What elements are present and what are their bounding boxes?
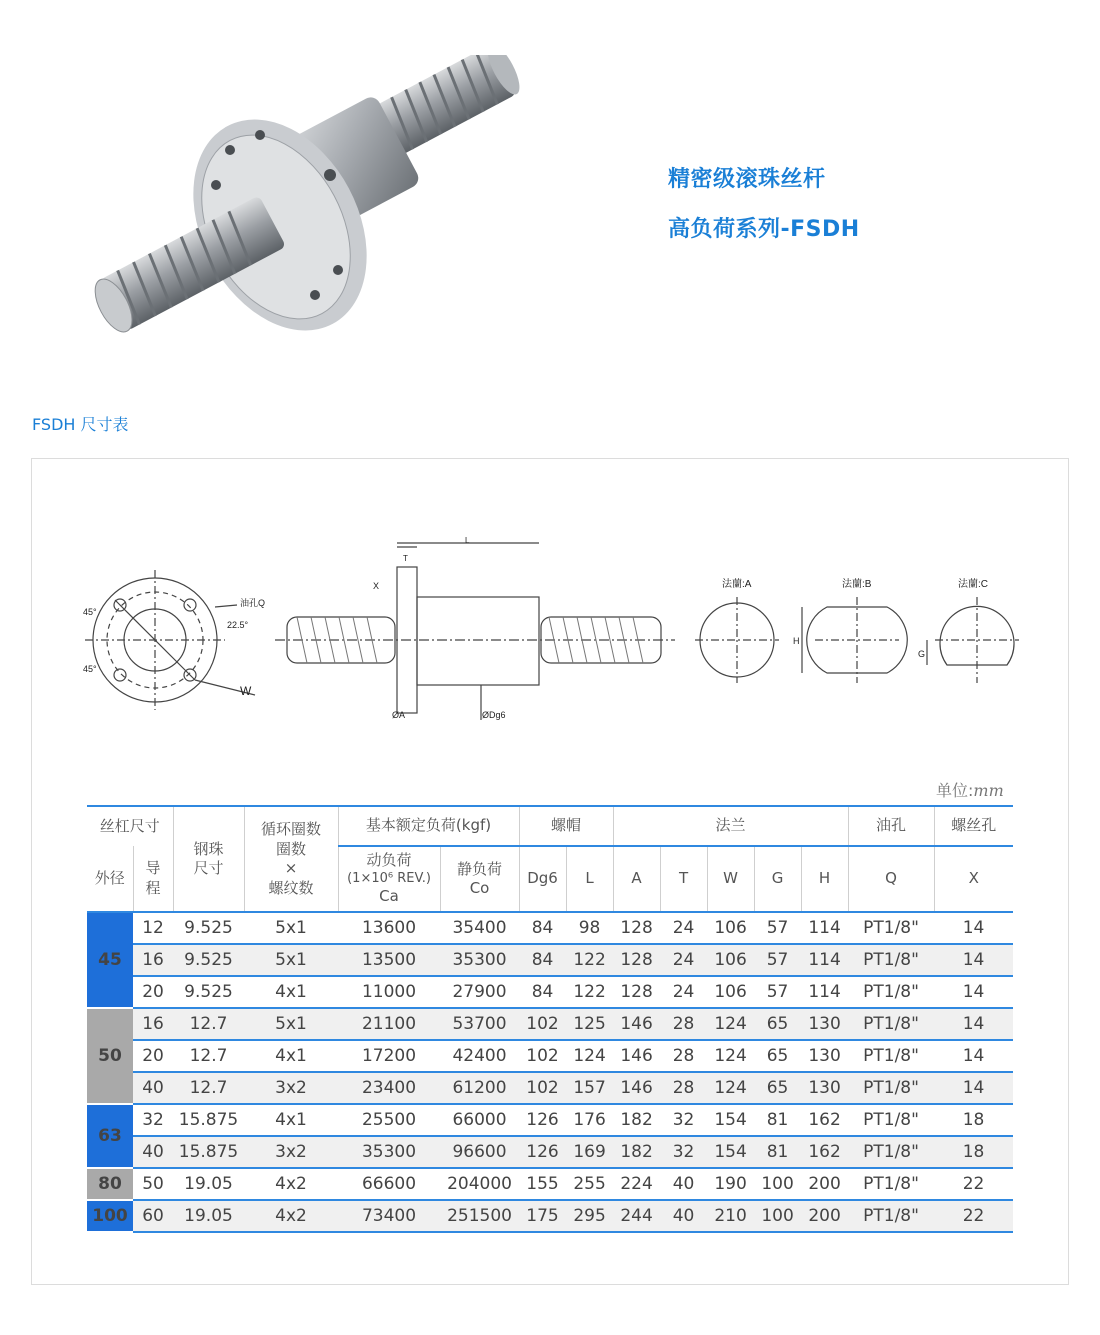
table-cell: 20 xyxy=(133,1040,173,1072)
dimension-table xyxy=(87,805,1013,1233)
table-cell: 14 xyxy=(934,1040,1013,1072)
ball-screw-photo xyxy=(80,55,530,345)
table-cell: 24 xyxy=(660,944,707,976)
table-cell: 12.7 xyxy=(173,1008,244,1040)
outer-diameter-group: 45 xyxy=(87,912,133,1008)
drawing-flange-a: 法蘭:A xyxy=(722,579,752,590)
table-cell: 20 xyxy=(133,976,173,1008)
table-cell: 18 xyxy=(934,1136,1013,1168)
table-cell: 122 xyxy=(566,976,613,1008)
table-cell: 84 xyxy=(519,976,566,1008)
drawing-t-label: T xyxy=(403,554,408,563)
table-cell: 130 xyxy=(801,1072,848,1104)
table-cell: 50 xyxy=(133,1168,173,1200)
table-cell: PT1/8" xyxy=(848,976,934,1008)
table-cell: 3x2 xyxy=(244,1136,338,1168)
table-cell: PT1/8" xyxy=(848,912,934,944)
table-cell: 200 xyxy=(801,1168,848,1200)
table-cell: 114 xyxy=(801,944,848,976)
drawing-flange-b: 法蘭:B xyxy=(842,579,872,590)
table-cell: 42400 xyxy=(440,1040,519,1072)
drawing-angle-bottom: 45° xyxy=(83,664,97,674)
header-circuits-line2: 圈数 xyxy=(276,839,307,858)
table-cell: 40 xyxy=(133,1136,173,1168)
table-cell: 40 xyxy=(660,1168,707,1200)
table-cell: 24 xyxy=(660,912,707,944)
table-row xyxy=(87,1104,1013,1136)
drawing-a-label: ØA xyxy=(392,710,406,720)
header-circuits-line3: × xyxy=(284,859,298,877)
table-cell: 4x2 xyxy=(244,1200,338,1232)
table-cell: PT1/8" xyxy=(848,1168,934,1200)
table-cell: 32 xyxy=(133,1104,173,1136)
table-cell: 4x1 xyxy=(244,1104,338,1136)
table-cell: 4x1 xyxy=(244,976,338,1008)
table-cell: 5x1 xyxy=(244,912,338,944)
header-t: T xyxy=(660,846,707,912)
table-cell: 14 xyxy=(934,912,1013,944)
drawing-flange-c: 法蘭:C xyxy=(958,579,988,590)
header-dynamic-line3: Ca xyxy=(379,887,399,906)
table-cell: 3x2 xyxy=(244,1072,338,1104)
table-cell: 102 xyxy=(519,1072,566,1104)
table-cell: 12.7 xyxy=(173,1072,244,1104)
header-w: W xyxy=(707,846,754,912)
table-cell: 14 xyxy=(934,944,1013,976)
header-basic-load: 基本额定负荷(kgf) xyxy=(338,806,519,846)
table-cell: 130 xyxy=(801,1008,848,1040)
table-cell: 25500 xyxy=(338,1104,440,1136)
table-cell: 124 xyxy=(707,1040,754,1072)
table-cell: 11000 xyxy=(338,976,440,1008)
table-cell: 57 xyxy=(754,912,801,944)
table-cell: 128 xyxy=(613,976,660,1008)
table-cell: 65 xyxy=(754,1008,801,1040)
table-cell: 200 xyxy=(801,1200,848,1232)
outer-diameter-group: 80 xyxy=(87,1168,133,1200)
table-cell: 66600 xyxy=(338,1168,440,1200)
table-cell: 19.05 xyxy=(173,1168,244,1200)
table-cell: 126 xyxy=(519,1104,566,1136)
table-cell: 53700 xyxy=(440,1008,519,1040)
table-body xyxy=(87,912,1013,1232)
header-static-line2: Co xyxy=(469,879,490,897)
table-cell: 106 xyxy=(707,912,754,944)
table-row xyxy=(87,1168,1013,1200)
table-cell: 146 xyxy=(613,1072,660,1104)
table-cell: 157 xyxy=(566,1072,613,1104)
table-cell: 81 xyxy=(754,1136,801,1168)
table-cell: 106 xyxy=(707,976,754,1008)
header-q: Q xyxy=(848,846,934,912)
table-cell: 73400 xyxy=(338,1200,440,1232)
drawing-l-label: L xyxy=(465,536,470,545)
technical-drawing xyxy=(75,535,1025,725)
table-cell: 162 xyxy=(801,1136,848,1168)
header-ball-line1: 钢珠 xyxy=(193,839,224,858)
header-screw-size: 丝杠尺寸 xyxy=(87,806,173,846)
unit-label xyxy=(936,778,1004,801)
table-cell: 100 xyxy=(754,1200,801,1232)
table-cell: 124 xyxy=(707,1072,754,1104)
table-cell: 18 xyxy=(934,1104,1013,1136)
header-oil-hole: 油孔 xyxy=(848,806,934,846)
table-cell: 16 xyxy=(133,1008,173,1040)
table-cell: 61200 xyxy=(440,1072,519,1104)
table-cell: 28 xyxy=(660,1008,707,1040)
table-cell: 32 xyxy=(660,1104,707,1136)
header-circuits xyxy=(244,806,338,912)
table-cell: 204000 xyxy=(440,1168,519,1200)
table-cell: 114 xyxy=(801,912,848,944)
table-cell: 122 xyxy=(566,944,613,976)
table-cell: 255 xyxy=(566,1168,613,1200)
table-cell: 57 xyxy=(754,944,801,976)
table-cell: 5x1 xyxy=(244,1008,338,1040)
header-g: G xyxy=(754,846,801,912)
table-cell: 15.875 xyxy=(173,1104,244,1136)
dimension-table-label: FSDH 尺寸表 xyxy=(32,415,129,434)
table-cell: 96600 xyxy=(440,1136,519,1168)
table-cell: PT1/8" xyxy=(848,944,934,976)
table-cell: 4x1 xyxy=(244,1040,338,1072)
table-cell: 84 xyxy=(519,912,566,944)
header-bolt-hole: 螺丝孔 xyxy=(934,806,1013,846)
table-cell: 13600 xyxy=(338,912,440,944)
table-cell: 125 xyxy=(566,1008,613,1040)
table-row xyxy=(87,1200,1013,1232)
table-cell: 19.05 xyxy=(173,1200,244,1232)
outer-diameter-group: 100 xyxy=(87,1200,133,1232)
table-cell: 190 xyxy=(707,1168,754,1200)
table-cell: 146 xyxy=(613,1008,660,1040)
table-cell: PT1/8" xyxy=(848,1200,934,1232)
table-cell: 155 xyxy=(519,1168,566,1200)
table-row xyxy=(87,944,1013,976)
table-cell: PT1/8" xyxy=(848,1072,934,1104)
table-cell: 154 xyxy=(707,1104,754,1136)
table-cell: PT1/8" xyxy=(848,1104,934,1136)
table-cell: 98 xyxy=(566,912,613,944)
table-cell: 24 xyxy=(660,976,707,1008)
product-series-title: 高负荷系列-FSDH xyxy=(668,217,860,242)
table-cell: 126 xyxy=(519,1136,566,1168)
table-cell: 66000 xyxy=(440,1104,519,1136)
table-cell: 210 xyxy=(707,1200,754,1232)
header-circuits-line1: 循环圈数 xyxy=(261,820,322,838)
header-dynamic-line2: (1×10⁶ REV.) xyxy=(347,870,431,886)
header-static-load xyxy=(440,846,519,912)
table-cell: 65 xyxy=(754,1040,801,1072)
table-cell: 16 xyxy=(133,944,173,976)
table-cell: 102 xyxy=(519,1040,566,1072)
table-cell: 9.525 xyxy=(173,944,244,976)
table-cell: PT1/8" xyxy=(848,1008,934,1040)
header-outer-diameter: 外径 xyxy=(87,846,133,912)
product-title: 精密级滚珠丝杆 xyxy=(668,167,826,192)
table-cell: 102 xyxy=(519,1008,566,1040)
table-cell: 32 xyxy=(660,1136,707,1168)
drawing-g-label: G xyxy=(918,649,926,659)
table-cell: 22 xyxy=(934,1200,1013,1232)
table-cell: 106 xyxy=(707,944,754,976)
table-cell: 81 xyxy=(754,1104,801,1136)
table-cell: 35300 xyxy=(338,1136,440,1168)
table-cell: 176 xyxy=(566,1104,613,1136)
drawing-angle-top: 45° xyxy=(83,607,97,617)
table-cell: 169 xyxy=(566,1136,613,1168)
table-row xyxy=(87,1040,1013,1072)
table-cell: 128 xyxy=(613,944,660,976)
table-cell: 224 xyxy=(613,1168,660,1200)
table-cell: 251500 xyxy=(440,1200,519,1232)
table-row xyxy=(87,1136,1013,1168)
table-cell: 84 xyxy=(519,944,566,976)
table-row xyxy=(87,976,1013,1008)
table-cell: 40 xyxy=(660,1200,707,1232)
table-cell: 154 xyxy=(707,1136,754,1168)
drawing-x-label: X xyxy=(373,581,380,591)
table-cell: 175 xyxy=(519,1200,566,1232)
header-flange: 法兰 xyxy=(613,806,848,846)
drawing-angle-small: 22.5° xyxy=(227,620,249,630)
unit-value: mm xyxy=(973,781,1004,800)
table-cell: 12 xyxy=(133,912,173,944)
table-row xyxy=(87,1008,1013,1040)
table-cell: PT1/8" xyxy=(848,1040,934,1072)
table-cell: 14 xyxy=(934,1072,1013,1104)
table-row xyxy=(87,912,1013,944)
table-cell: 21100 xyxy=(338,1008,440,1040)
outer-diameter-group: 63 xyxy=(87,1104,133,1168)
table-cell: 40 xyxy=(133,1072,173,1104)
header-x: X xyxy=(934,846,1013,912)
header-h: H xyxy=(801,846,848,912)
table-cell: 128 xyxy=(613,912,660,944)
table-cell: 9.525 xyxy=(173,912,244,944)
table-cell: 182 xyxy=(613,1136,660,1168)
header-l: L xyxy=(566,846,613,912)
table-cell: 4x2 xyxy=(244,1168,338,1200)
table-cell: 130 xyxy=(801,1040,848,1072)
header-dynamic-line1: 动负荷 xyxy=(366,851,412,870)
header-circuits-line4: 螺纹数 xyxy=(268,878,314,897)
table-cell: 182 xyxy=(613,1104,660,1136)
table-cell: 15.875 xyxy=(173,1136,244,1168)
outer-diameter-group: 50 xyxy=(87,1008,133,1104)
table-cell: 14 xyxy=(934,1008,1013,1040)
header-lead xyxy=(133,846,173,912)
table-cell: 22 xyxy=(934,1168,1013,1200)
table-cell: 146 xyxy=(613,1040,660,1072)
header-ball-size xyxy=(173,806,244,912)
header-lead-line2: 程 xyxy=(145,878,161,897)
table-cell: 65 xyxy=(754,1072,801,1104)
table-row xyxy=(87,1072,1013,1104)
table-cell: 244 xyxy=(613,1200,660,1232)
table-cell: 28 xyxy=(660,1040,707,1072)
header-dynamic-load xyxy=(338,846,440,912)
table-cell: 5x1 xyxy=(244,944,338,976)
table-cell: 28 xyxy=(660,1072,707,1104)
table-cell: PT1/8" xyxy=(848,1136,934,1168)
header-dg6: Dg6 xyxy=(519,846,566,912)
table-cell: 35400 xyxy=(440,912,519,944)
table-cell: 295 xyxy=(566,1200,613,1232)
drawing-oil-hole-label: 油孔Q xyxy=(240,598,266,608)
table-cell: 60 xyxy=(133,1200,173,1232)
drawing-h-label: H xyxy=(793,636,800,646)
table-cell: 12.7 xyxy=(173,1040,244,1072)
unit-prefix: 单位: xyxy=(936,781,974,800)
table-cell: 124 xyxy=(707,1008,754,1040)
drawing-dg6-label: ØDg6 xyxy=(482,710,506,720)
table-cell: 124 xyxy=(566,1040,613,1072)
header-nut: 螺帽 xyxy=(519,806,613,846)
header-lead-line1: 导 xyxy=(145,859,161,877)
table-cell: 14 xyxy=(934,976,1013,1008)
header-static-line1: 静负荷 xyxy=(457,859,503,878)
table-cell: 27900 xyxy=(440,976,519,1008)
header-ball-line2: 尺寸 xyxy=(193,859,224,877)
table-cell: 17200 xyxy=(338,1040,440,1072)
table-cell: 57 xyxy=(754,976,801,1008)
table-cell: 13500 xyxy=(338,944,440,976)
drawing-w-label: W xyxy=(240,684,252,698)
table-cell: 23400 xyxy=(338,1072,440,1104)
table-cell: 100 xyxy=(754,1168,801,1200)
table-cell: 162 xyxy=(801,1104,848,1136)
header-a: A xyxy=(613,846,660,912)
table-cell: 9.525 xyxy=(173,976,244,1008)
table-cell: 114 xyxy=(801,976,848,1008)
table-cell: 35300 xyxy=(440,944,519,976)
